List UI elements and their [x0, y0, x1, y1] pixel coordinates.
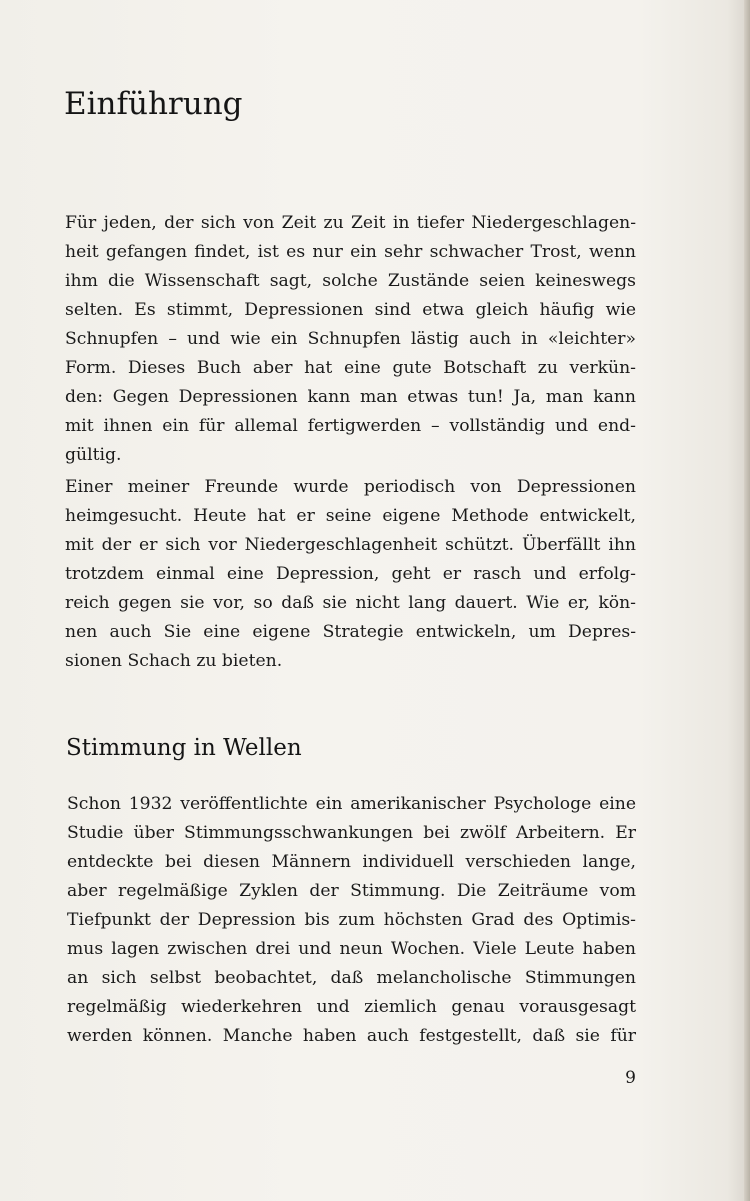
text-line: den: Gegen Depressionen kann man etwas tun! Ja, man kann: [65, 387, 636, 407]
text-line: Für jeden, der sich von Zeit zu Zeit in tiefer Niedergeschlagen-: [65, 213, 636, 233]
text-line: sionen Schach zu bieten.: [65, 651, 283, 671]
text-line: werden können. Manche haben auch festgestellt, daß sie für: [67, 1026, 636, 1046]
text-line: aber regelmäßige Zyklen der Stimmung. Die Zeiträume vom: [67, 881, 636, 901]
text-line: an sich selbst beobachtet, daß melancholische Stimmungen: [67, 968, 636, 988]
text-line: heimgesucht. Heute hat er seine eigene Methode entwickelt,: [65, 506, 636, 526]
text-line: Schon 1932 veröffentlichte ein amerikanischer Psychologe eine: [67, 794, 636, 814]
page-edge-shadow: [744, 0, 750, 1201]
text-line: gültig.: [65, 445, 122, 465]
text-line: Einer meiner Freunde wurde periodisch von Depressionen: [65, 477, 636, 497]
text-line: ihm die Wissenschaft sagt, solche Zustände seien keineswegs: [65, 271, 636, 291]
text-line: Studie über Stimmungsschwankungen bei zwölf Arbeitern. Er: [67, 823, 636, 843]
chapter-heading: Einführung: [64, 86, 243, 122]
text-line: trotzdem einmal eine Depression, geht er rasch und erfolg-: [65, 564, 636, 584]
text-line: regelmäßig wiederkehren und ziemlich genau vorausgesagt: [67, 997, 636, 1017]
paragraph-friend: [65, 473, 636, 676]
text-line: reich gegen sie vor, so daß sie nicht lang dauert. Wie er, kön-: [65, 593, 636, 613]
text-line: Tiefpunkt der Depression bis zum höchsten Grad des Optimis-: [67, 910, 636, 930]
text-line: Form. Dieses Buch aber hat eine gute Botschaft zu verkün-: [65, 358, 636, 378]
text-line: Schnupfen – und wie ein Schnupfen lästig auch in «leichter»: [65, 329, 636, 349]
page-number: 9: [625, 1068, 636, 1088]
text-line: nen auch Sie eine eigene Strategie entwickeln, um Depres-: [65, 622, 636, 642]
paragraph-intro: [65, 209, 636, 470]
text-line: heit gefangen findet, ist es nur ein sehr schwacher Trost, wenn: [65, 242, 636, 262]
text-line: mus lagen zwischen drei und neun Wochen. Viele Leute haben: [67, 939, 636, 959]
text-line: entdeckte bei diesen Männern individuell verschieden lange,: [67, 852, 636, 872]
paragraph-mood-waves: [67, 790, 636, 1051]
text-line: mit ihnen ein für allemal fertigwerden – vollständig und end-: [65, 416, 636, 436]
text-line: selten. Es stimmt, Depressionen sind etwa gleich häufig wie: [65, 300, 636, 320]
text-line: mit der er sich vor Niedergeschlagenheit schützt. Überfällt ihn: [65, 535, 636, 555]
section-heading: Stimmung in Wellen: [66, 735, 302, 761]
